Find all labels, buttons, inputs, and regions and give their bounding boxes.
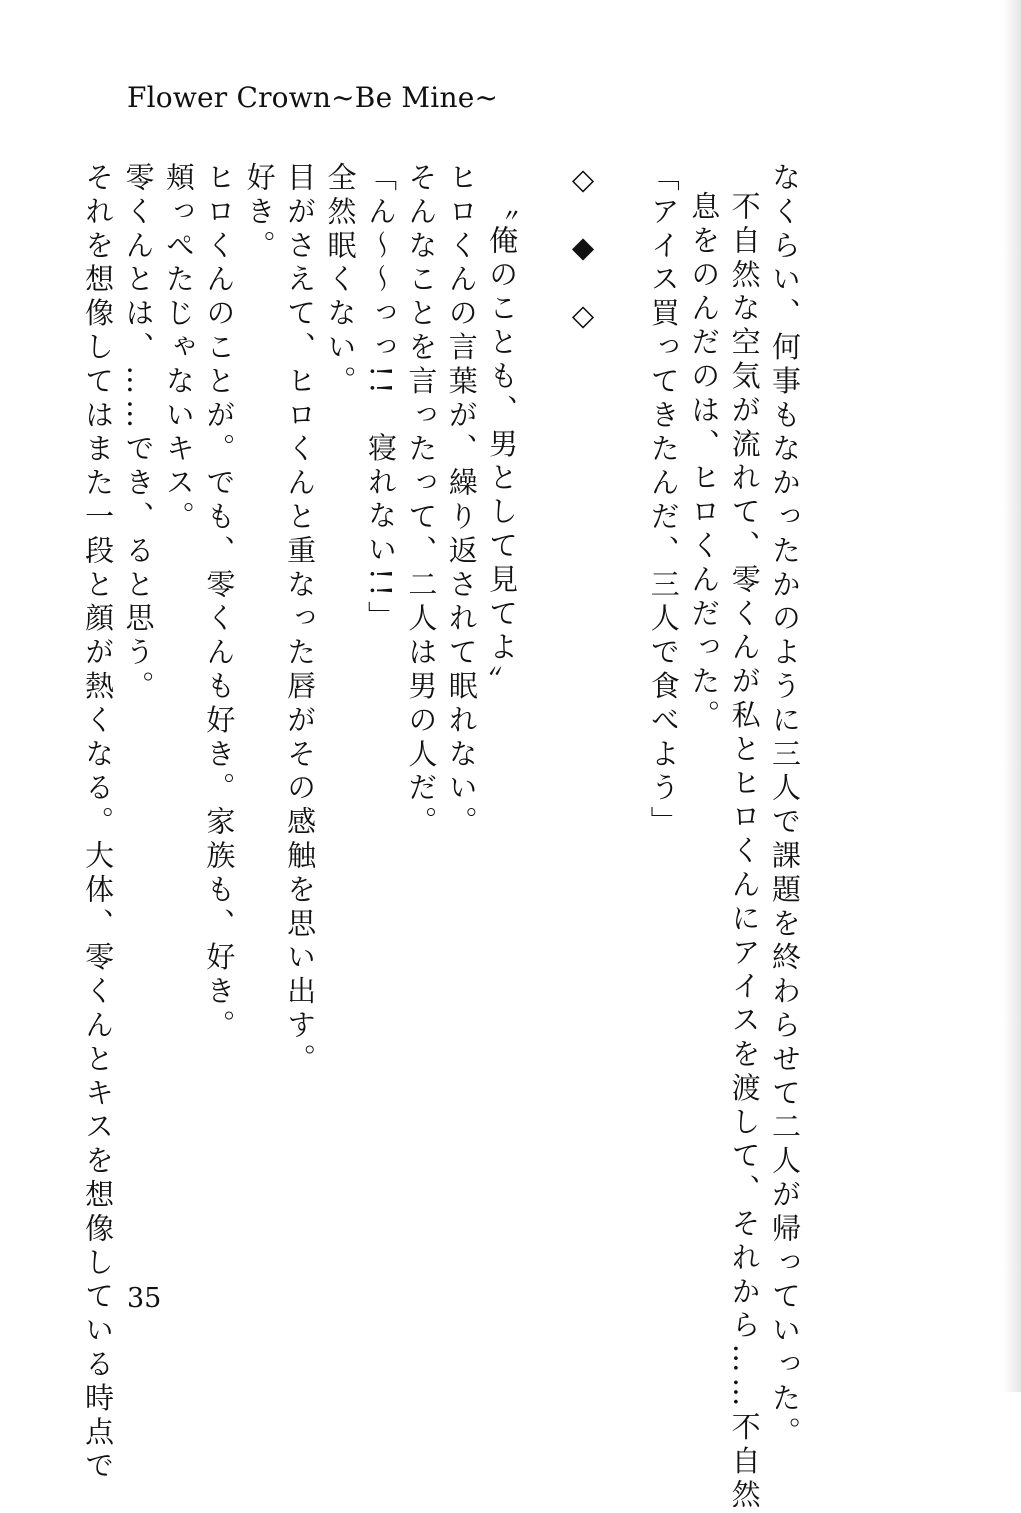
blank-line: [522, 162, 562, 1262]
page-edge-shadow: [1003, 0, 1021, 1392]
text-line: 「ん〜〜っっ!! 寝れない!!」: [363, 162, 398, 636]
text-line: それを想像してはまた一段と顔が熱くなる。大体、零くんとキスを想像している時点で: [81, 162, 116, 1485]
blank-line: [603, 162, 643, 1262]
text-line: そんなことを言ったって、二人は男の人だ。: [404, 162, 439, 840]
text-line: なくらい、何事もなかったかのように三人で課題を終わらせて二人が帰っていった。: [768, 162, 802, 1451]
text-line: 不自然な空気が流れて、零くんが私とヒロくんにアイスを渡して、それから……不自然: [727, 191, 762, 1513]
text-line: 零くんとは、……でき、ると思う。: [121, 162, 156, 705]
page-number: 35: [127, 1283, 162, 1314]
text-line: 全然眠くない。: [323, 162, 358, 400]
running-title: Flower Crown~Be Mine~: [127, 81, 499, 114]
text-line: 息をのんだのは、ヒロくんだった。: [687, 191, 722, 734]
text-line: 頬っぺたじゃないキス。: [161, 162, 196, 535]
text-line: ヒロくんのことが。でも、零くんも好き。家族も、好き。: [202, 162, 237, 1044]
text-line: 〝俺のことも、男として見てよ〟: [485, 191, 520, 700]
text-line: 目がさえて、ヒロくんと重なった唇がその感触を思い出す。: [283, 162, 318, 1078]
text-line: 「アイス買ってきたんだ、三人で食べよう」: [646, 162, 681, 840]
text-line: ヒロくんの言葉が、繰り返されて眠れない。: [444, 162, 479, 840]
text-line: 好き。: [242, 162, 277, 264]
section-break-ornament: ◇◆◇: [565, 162, 600, 366]
